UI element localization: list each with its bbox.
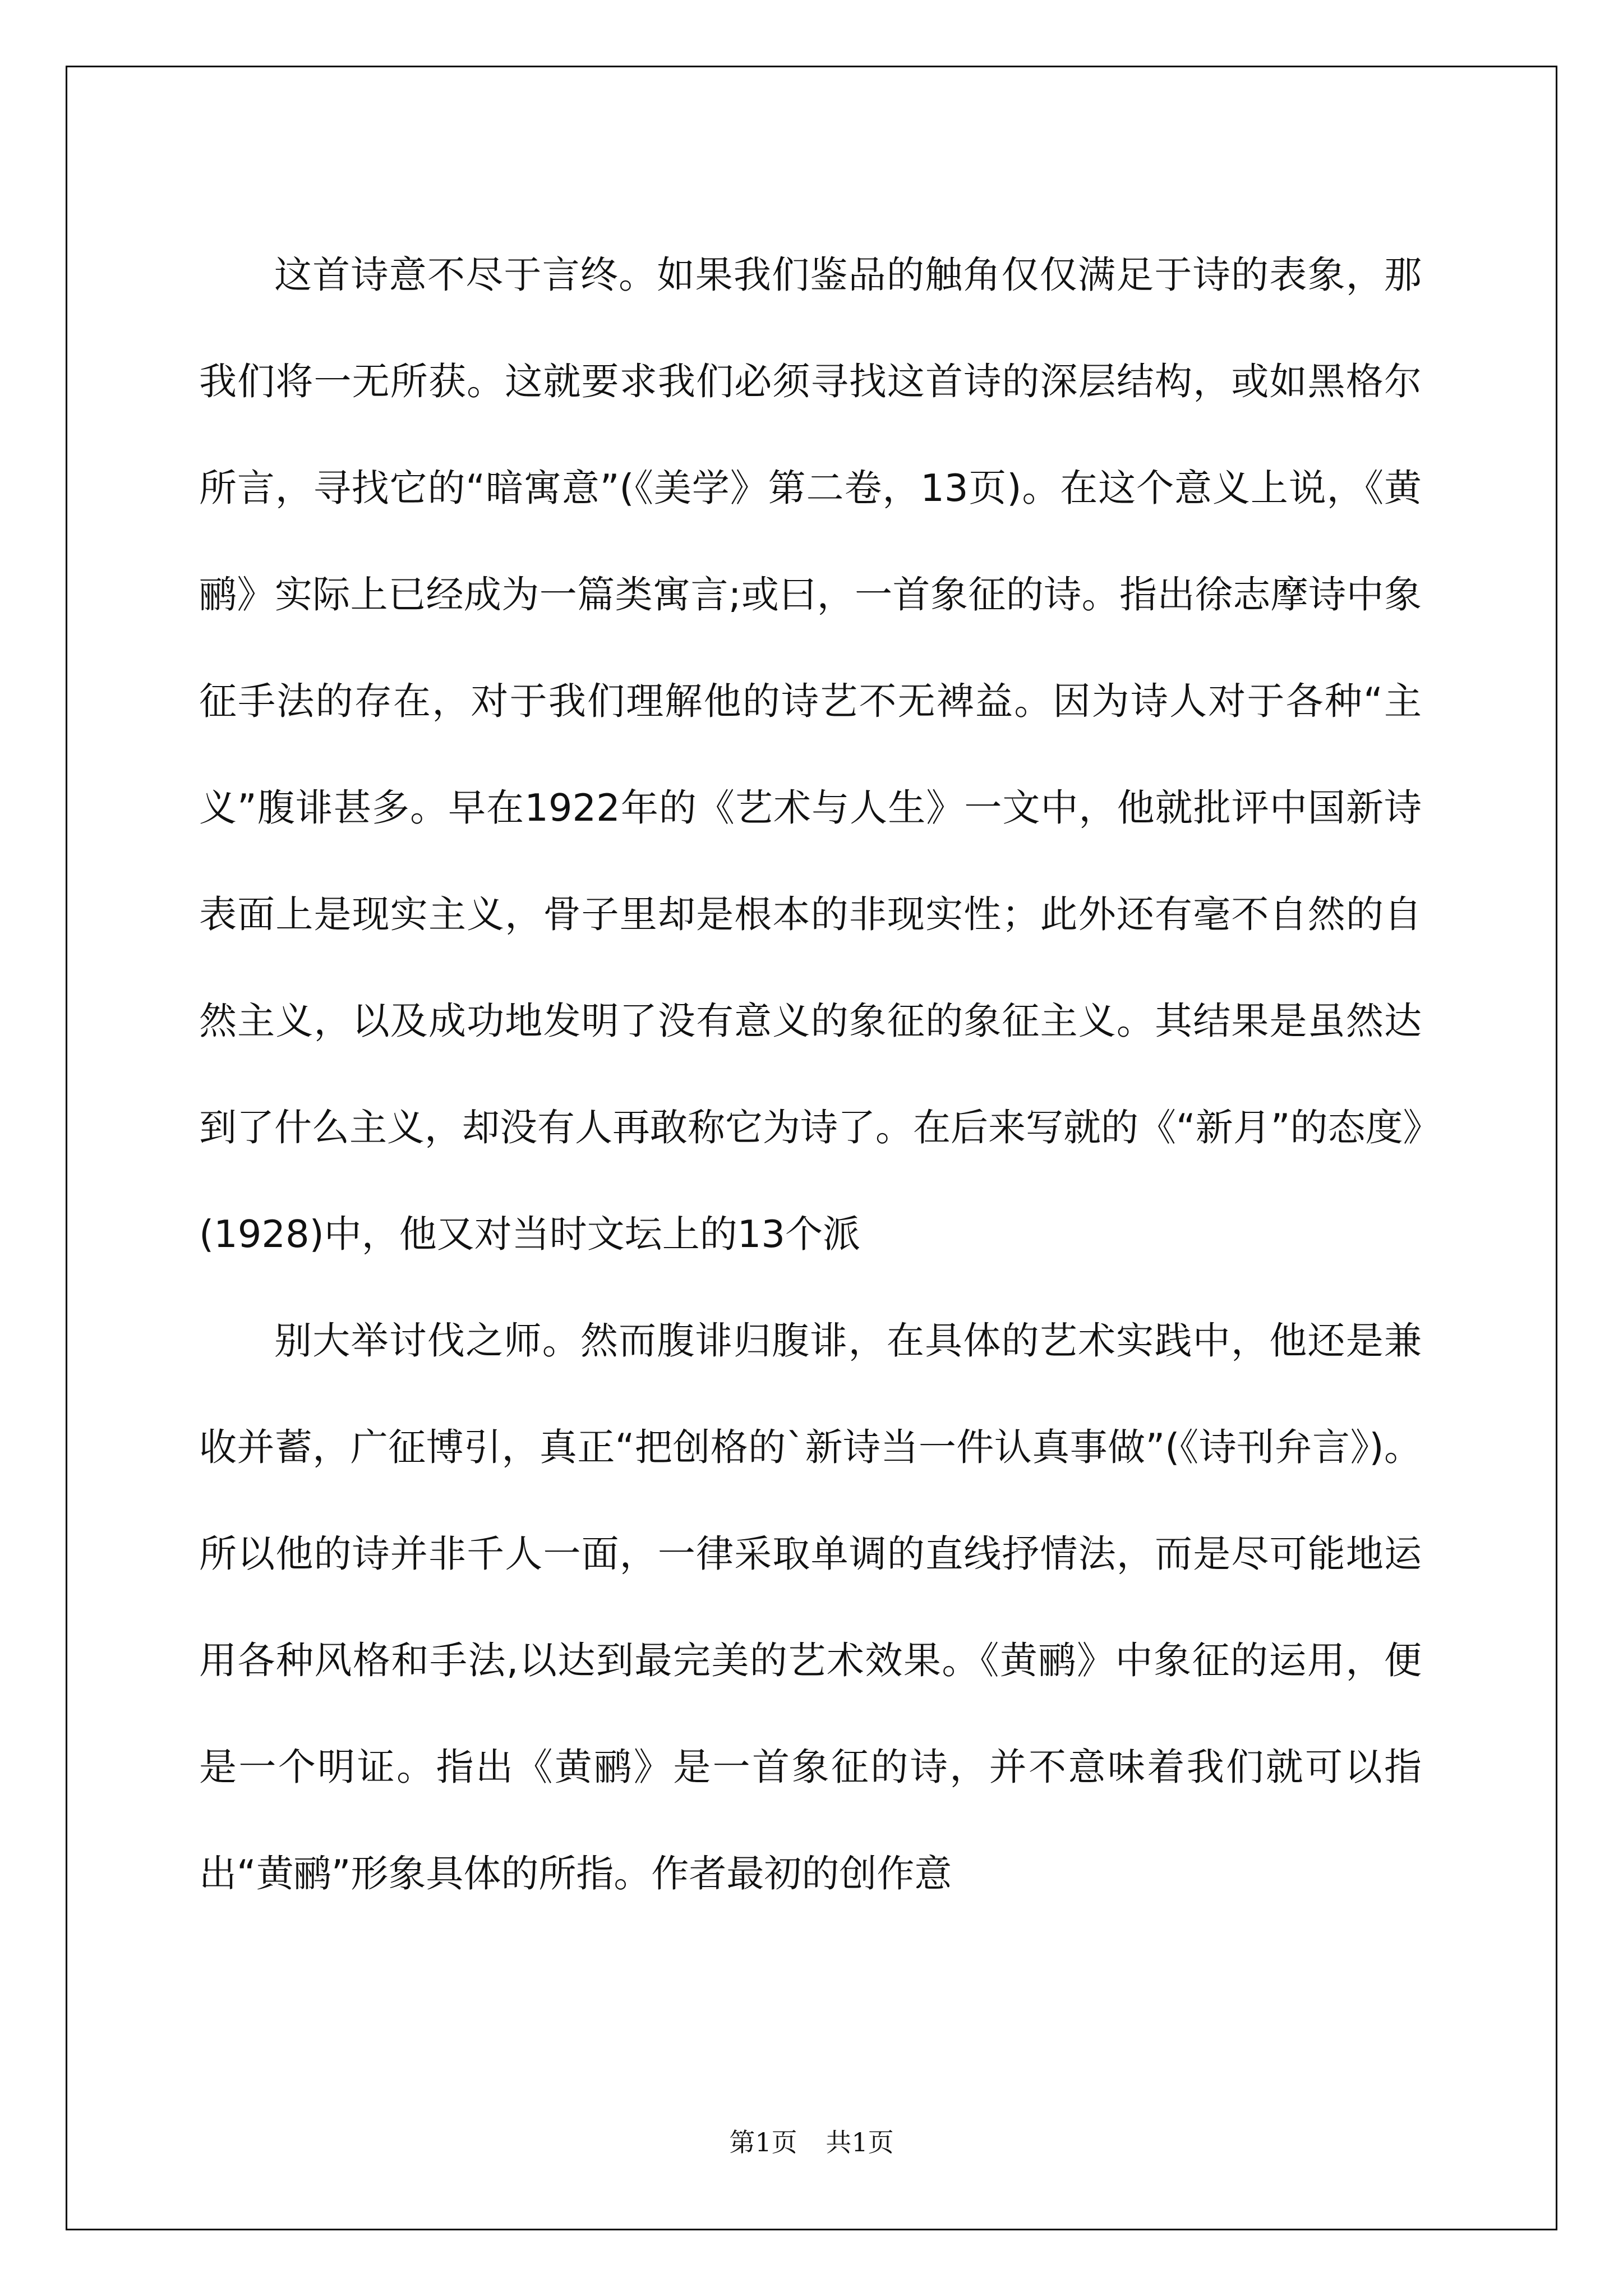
paragraph-1: 这首诗意不尽于言终。如果我们鉴品的触角仅仅满足于诗的表象，那我们将一无所获。这就要求我们必须寻找这首诗的深层结构，或如黑格尔所言，寻找它的“暗寓意”(《美学》第二卷，13页)。在这个意义上说，《黄鹂》实际上已经成为一篇类寓言;或曰，一首象征的诗。指出徐志摩诗中象征手法的存在，对于我们理解他的诗艺不无裨益。因为诗人对于各种“主义”腹诽甚多。早在1922年的《艺术与人生》一文中，他就批评中国新诗表面上是现实主义，骨子里却是根本的非现实性；此外还有毫不自然的自然主义，以及成功地发明了没有意义的象征的象征主义。其结果是虽然达到了什么主义，却没有人再敢称它为诗了。在后来写就的《“新月”的态度》(1928)中，他又对当时文坛上的13个派: [199, 253, 1422, 1256]
total-pages-label: 共1页: [826, 2127, 894, 2157]
document-body: [199, 222, 1422, 1927]
paragraph-2: 别大举讨伐之师。然而腹诽归腹诽，在具体的艺术实践中，他还是兼收并蓄，广征博引，真正“把创格的`新诗当一件认真事做”(《诗刊弁言》)。所以他的诗并非千人一面，一律采取单调的直线抒情法，而是尽可能地运用各种风格和手法,以达到最完美的艺术效果。《黄鹂》中象征的运用，便是一个明证。指出《黄鹂》是一首象征的诗，并不意味着我们就可以指出“黄鹂”形象具体的所指。作者最初的创作意: [199, 1319, 1422, 1895]
page-footer: [0, 2122, 1623, 2159]
current-page-label: 第1页: [729, 2127, 797, 2157]
